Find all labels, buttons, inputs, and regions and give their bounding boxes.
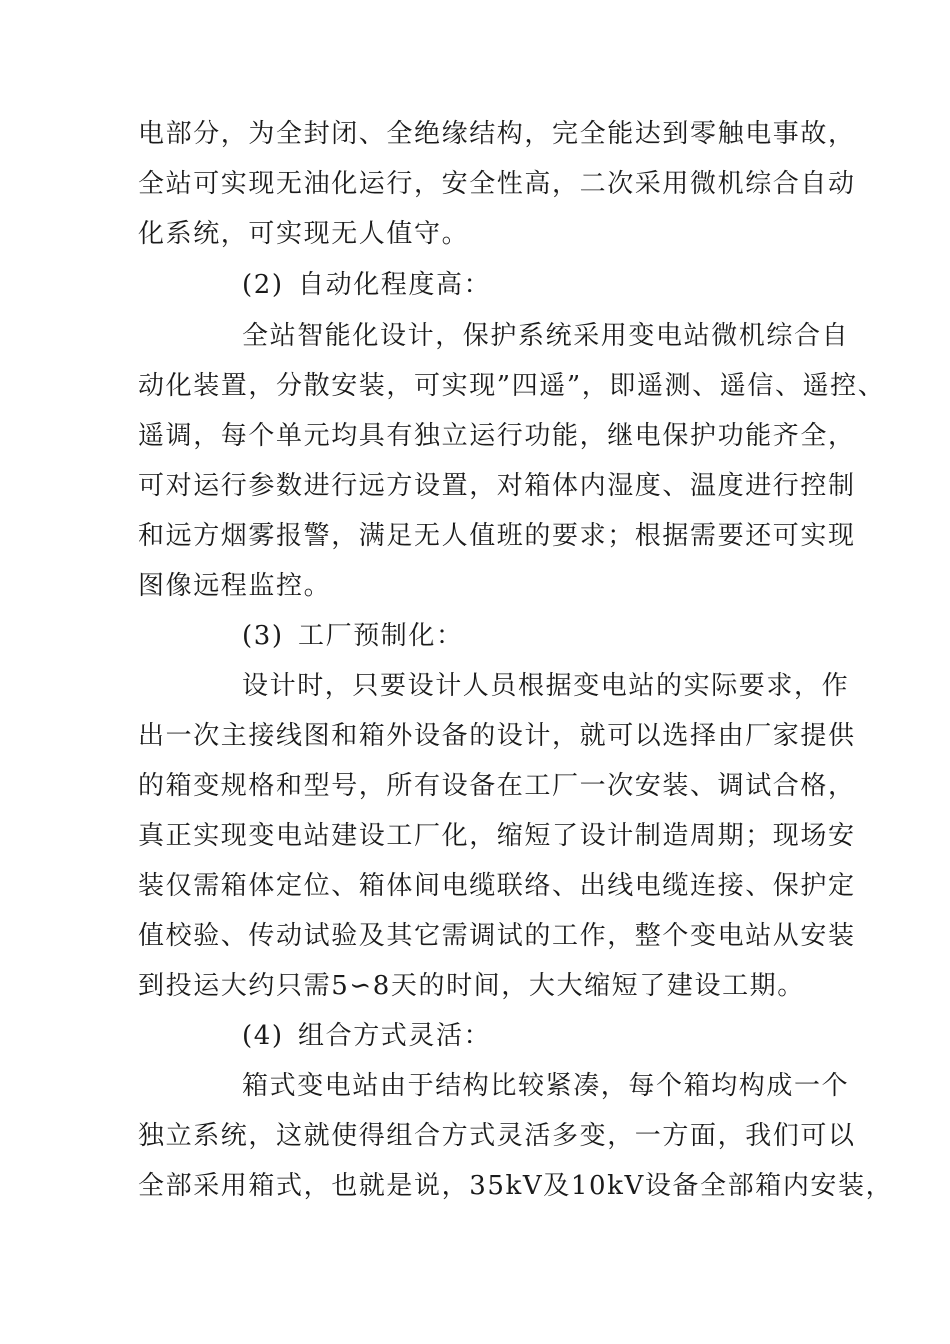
paragraph-line: 化系统，可实现无人值守。 [138,219,470,249]
paragraph-line: 值校验、传动试验及其它需调试的工作，整个变电站从安装 [138,921,856,951]
section-heading-2 [242,268,491,302]
paragraph-line: 到投运大约只需5∽8天的时间，大大缩短了建设工期。 [138,971,805,1001]
paragraph-line: 全站可实现无油化运行，安全性高，二次采用微机综合自动 [138,169,856,199]
paragraph-line: 全站智能化设计，保护系统采用变电站微机综合自 [242,321,850,351]
paragraph-line: 电部分，为全封闭、全绝缘结构，完全能达到零触电事故， [138,119,856,149]
section-heading-3 [242,619,464,653]
paragraph-line: 箱式变电站由于结构比较紧凑，每个箱均构成一个 [242,1071,850,1101]
paragraph-line: 动化装置，分散安装，可实现”四遥”，即遥测、遥信、遥控、 [138,371,886,401]
paragraph-line: 独立系统，这就使得组合方式灵活多变，一方面，我们可以 [138,1121,856,1151]
paragraph-line: 真正实现变电站建设工厂化，缩短了设计制造周期；现场安 [138,821,856,851]
section-title: 组合方式灵活： [298,1021,492,1051]
section-number: (4) [242,1021,284,1051]
paragraph-line: 的箱变规格和型号，所有设备在工厂一次安装、调试合格， [138,771,856,801]
paragraph-line: 遥调，每个单元均具有独立运行功能，继电保护功能齐全， [138,421,856,451]
paragraph-line: 可对运行参数进行远方设置，对箱体内湿度、温度进行控制 [138,471,856,501]
section-title: 自动化程度高： [298,270,492,300]
paragraph-line: 装仅需箱体定位、箱体间电缆联络、出线电缆连接、保护定 [138,871,856,901]
paragraph-line: 图像远程监控。 [138,571,332,601]
section-heading-4 [242,1019,491,1053]
paragraph-line: 和远方烟雾报警，满足无人值班的要求；根据需要还可实现 [138,521,856,551]
section-number: (2) [242,270,284,300]
paragraph-line: 设计时，只要设计人员根据变电站的实际要求，作 [242,671,850,701]
paragraph-line: 全部采用箱式，也就是说，35kV及10kV设备全部箱内安装， [138,1171,894,1201]
paragraph-line: 出一次主接线图和箱外设备的设计，就可以选择由厂家提供 [138,721,856,751]
section-number: (3) [242,621,284,651]
section-title: 工厂预制化： [298,621,464,651]
